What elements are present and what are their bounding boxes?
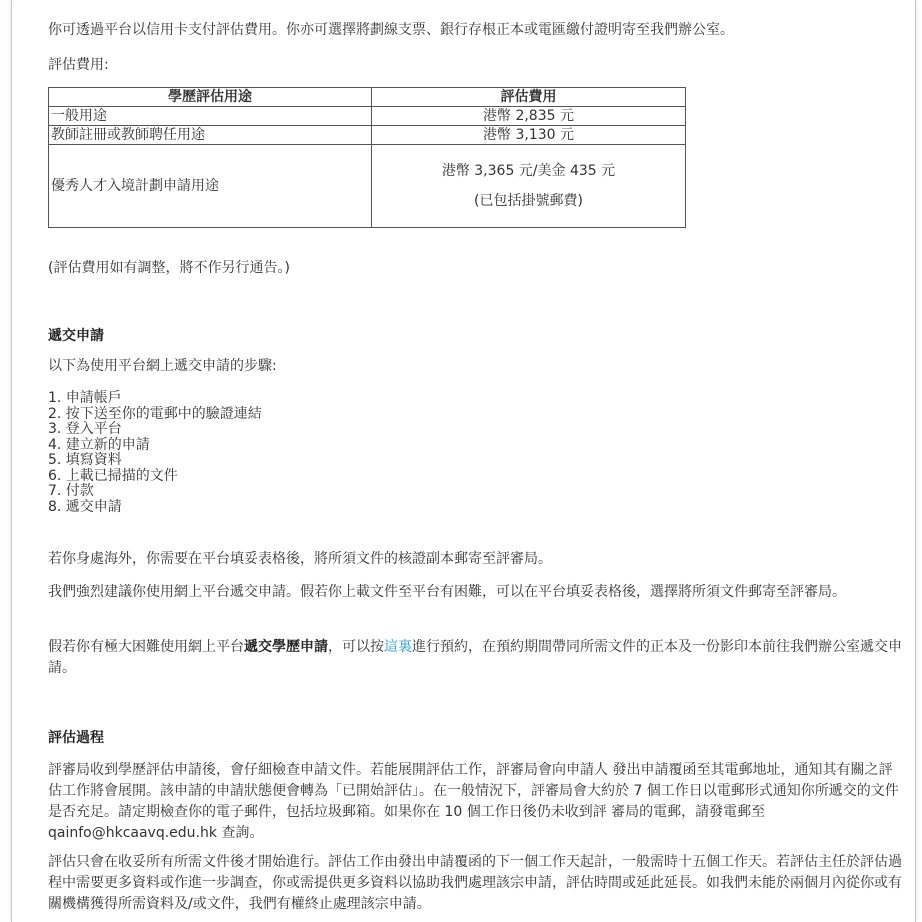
list-item: 5. 填寫資料 [48, 452, 122, 468]
submit-heading: 遞交申請 [48, 328, 104, 344]
purpose-cell: 教師註冊或教師聘任用途 [49, 126, 372, 145]
steps-list [48, 391, 262, 515]
list-item: 2. 按下送至你的電郵中的驗證連結 [48, 405, 262, 422]
purpose-cell: 一般用途 [49, 107, 372, 126]
process-heading: 評估過程 [48, 730, 104, 746]
fee-table [48, 87, 686, 228]
difficulty-note [48, 637, 903, 679]
list-item: 7. 付款 [48, 483, 94, 499]
table-row [49, 107, 686, 126]
difficulty-text-pre: 假若你有極大困難使用網上平台 [48, 639, 244, 655]
difficulty-text-mid: ，可以按 [328, 639, 384, 655]
header-purpose: 學歷評估用途 [49, 88, 372, 107]
fee-amount: 港幣 3,365 元/美金 435 元 [441, 163, 616, 179]
table-header-row [49, 88, 686, 107]
recommend-note: 我們強烈建議你使用網上平台遞交申請。假若你上載文件至平台有困難，可以在平台填妥表格後，選擇將所須文件郵寄至評審局。 [48, 584, 846, 600]
list-item: 8. 遞交申請 [48, 498, 122, 515]
payment-intro: 你可透過平台以信用卡支付評估費用。你亦可選擇將劃線支票、銀行存根正本或電匯繳付證明寄至我們辦公室。 [48, 22, 734, 38]
difficulty-text-post: 進行預約，在預約期間帶同所需文件的正本及一份影印本前往我們辦公室遞交申請。 [48, 639, 902, 676]
fee-note: (已包括掛號郵費) [474, 193, 583, 209]
fee-cell [372, 145, 686, 228]
list-item: 6. 上載已掃描的文件 [48, 467, 178, 484]
header-fee: 評估費用 [372, 88, 686, 107]
list-item: 3. 登入平台 [48, 421, 122, 437]
fee-notice: (評估費用如有調整，將不作另行通告。) [48, 260, 290, 276]
list-item: 1. 申請帳戶 [48, 390, 122, 406]
fee-label: 評估費用: [48, 57, 109, 73]
steps-intro: 以下為使用平台網上遞交申請的步驟: [48, 358, 277, 374]
purpose-cell: 優秀人才入境計劃申請用途 [49, 145, 372, 228]
table-row [49, 126, 686, 145]
list-item: 4. 建立新的申請 [48, 436, 150, 453]
difficulty-emphasis: 遞交學歷申請 [244, 639, 328, 655]
process-para-1: 評審局收到學歷評估申請後，會仔細檢查申請文件。若能展開評估工作，評審局會向申請人 發出申請覆函至其電郵地址，通知其有關之評估工作將會展開。該申請的申請狀態便會轉為「已開始評估」。在一般情況下，評審局會大約於 7 個工作日以電郵形式通知你所遞交的文件 是否充足。請定期檢查你的電子郵件，包括垃圾郵箱。如果你在 10 個工作日後仍未收到評 審局的電郵，請發電郵至 qainfo@hkcaavq.edu.hk 查詢。 [48, 762, 899, 841]
fee-cell: 港幣 3,130 元 [372, 126, 686, 145]
process-para-2: 評估只會在收妥所有所需文件後才開始進行。評估工作由發出申請覆函的下一個工作天起計，一般需時十五個工作天。若評估主任於評估過程中需要更多資料或作進一步調查，你或需提供更多資料以協助我們處理該宗申請，評估時間或延此延長。如我們未能於兩個月內從你或有關機構獲得所需資料及/或文件，我們有權終止處理該宗申請。 [48, 854, 902, 912]
overseas-note: 若你身處海外，你需要在平台填妥表格後，將所須文件的核證副本郵寄至評審局。 [48, 551, 552, 567]
fee-cell: 港幣 2,835 元 [372, 107, 686, 126]
table-row [49, 145, 686, 228]
booking-link[interactable]: 這裏 [384, 639, 412, 655]
